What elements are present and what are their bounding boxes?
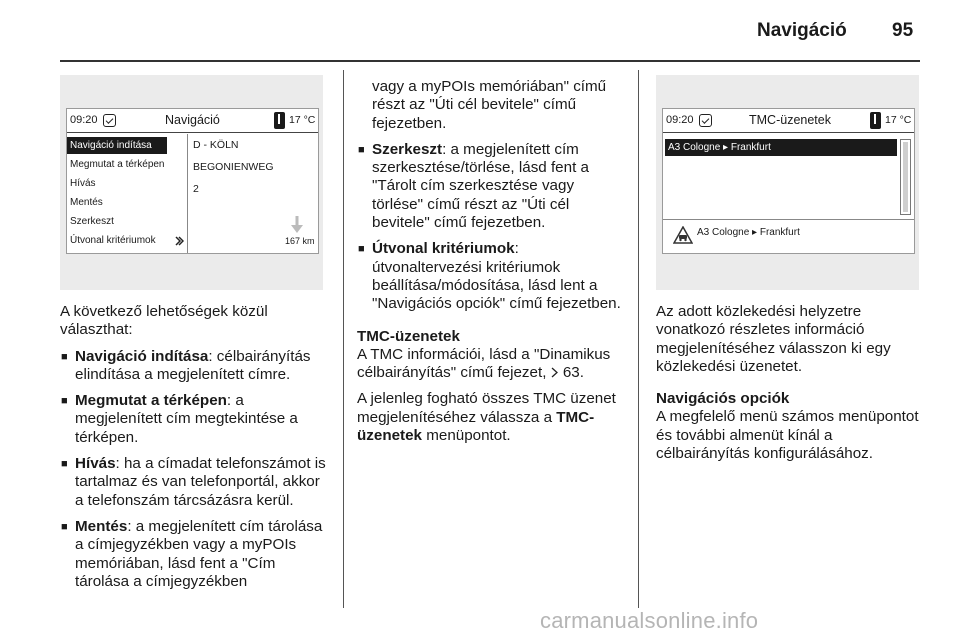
section-heading-navigation-options: Navigációs opciók [656,390,790,408]
navigation-screen-figure [60,75,323,290]
menu-item-save[interactable]: Mentés [70,197,103,208]
column-2 [357,78,627,445]
intro-text: A következő lehetőségek közül választhat: [60,303,268,339]
distance: 167 km [285,236,315,246]
list-item: ■ Hívás: ha a címadat telefonszámot is tartalmaz és van telefonportál, akkor a telefonszám tárcsázásra kerül. [60,455,330,510]
menu-item-route-criteria[interactable]: Útvonal kritériumok [70,235,156,246]
address-city: D - KÖLN [193,139,239,151]
page-title: Navigáció [757,20,847,41]
traffic-warning-icon [673,226,693,244]
scrollbar[interactable] [900,139,911,215]
page-number: 95 [892,20,914,41]
address-street: BEGONIENWEG [193,161,274,173]
column-3 [656,303,926,463]
screen-title: Navigáció [165,113,220,127]
navigation-options-text: A megfelelő menü számos menüpontot és további almenüt kínál a célbairányítás konfigurálásához. [656,408,919,463]
menu-item-call[interactable]: Hívás [70,178,96,189]
list-item: ■ Mentés: a megjelenített cím tárolása a címjegyzékben vagy a myPOIs memóriában, lásd fent a "Cím tárolása a címjegyzékben [60,518,330,591]
detail-separator [663,219,914,220]
watermark: carmanualsonline.info [540,608,759,633]
continued-text: vagy a myPOIs memóriában" című részt az "Úti cél bevitele" című fejezetben. [372,78,607,132]
list-item: ■ Megmutat a térképen: a megjelenített cím megtekintése a térképen. [60,392,330,447]
column-divider-2 [638,70,639,608]
tmc-screen [662,108,915,254]
clock-time: 09:20 [666,114,694,126]
tmc-paragraph-2: A jelenleg fogható összes TMC üzenet megjelenítéséhez válassza a TMC-üzenetek menüpontot. [357,390,616,445]
section-heading-tmc: TMC-üzenetek [357,327,460,345]
temperature: 17 °C [289,114,316,126]
chevron-right-icon [175,236,184,246]
column-1 [60,303,330,591]
tmc-detail-text: Az adott közlekedési helyzetre vonatkozó részletes információ megjelenítéséhez válasszon ki egy közlekedési üzenetet. [656,303,891,375]
thermometer-icon [870,112,881,129]
direction-arrow-icon [291,216,303,234]
page-ref-arrow-icon [551,367,559,378]
column-divider-1 [343,70,344,608]
status-bar [663,109,914,133]
header-rule [60,60,920,62]
tmc-paragraph-1: A TMC információi, lásd a "Dinamikus célbairányítás" című fejezet, 63. [357,345,611,382]
screen-title: TMC-üzenetek [749,113,831,127]
list-item: ■ Szerkeszt: a megjelenített cím szerkesztése/törlése, lásd fent a "Tárolt cím szerkesztése vagy törlése" című részt az "Úti cél bevitele" című fejezetben. [357,141,627,232]
menu-item-start-navigation[interactable]: Navigáció indítása [67,137,167,154]
menu-item-show-on-map[interactable]: Megmutat a térképen [70,159,165,170]
menu-separator [187,134,188,253]
clock-icon [699,114,712,127]
list-item: ■ Útvonal kritériumok: útvonaltervezési kritériumok beállítása/módosítása, lásd lent a "Navigációs opciók" című fejezetben. [357,240,627,313]
thermometer-icon [274,112,285,129]
clock-icon [103,114,116,127]
status-bar [67,109,318,133]
clock-time: 09:20 [70,114,98,126]
tmc-message-row[interactable]: A3 Cologne ▸ Frankfurt [665,139,897,156]
navigation-screen [66,108,319,254]
menu-item-edit[interactable]: Szerkeszt [70,216,114,227]
tmc-message-detail: A3 Cologne ▸ Frankfurt [697,227,800,238]
tmc-screen-figure [656,75,919,290]
address-number: 2 [193,183,199,195]
list-item: ■ Navigáció indítása: célbairányítás elindítása a megjelenített címre. [60,348,330,385]
temperature: 17 °C [885,114,912,126]
